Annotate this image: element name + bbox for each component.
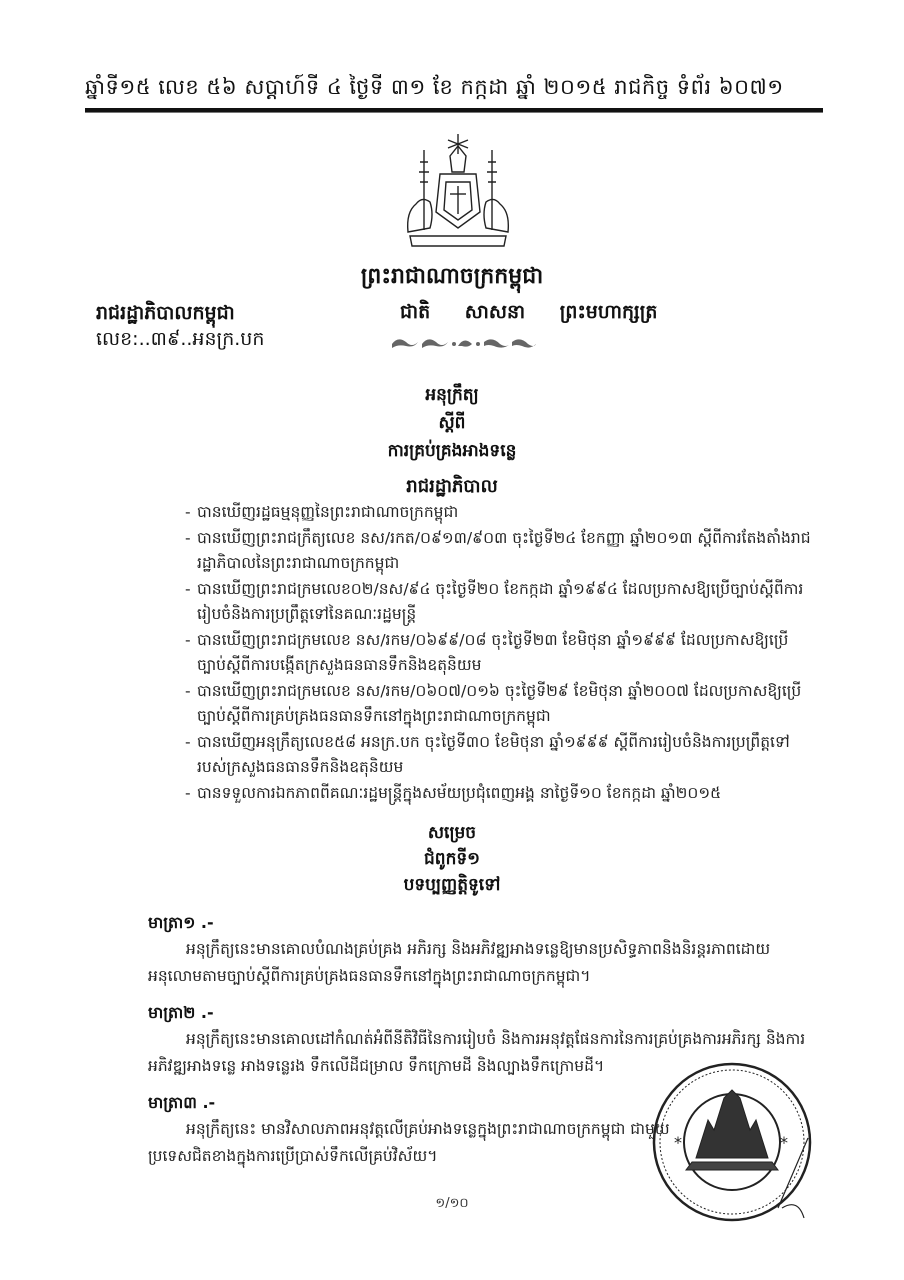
article-2-title: មាត្រា២ .- [148,1003,214,1022]
motto-religion: សាសនា [464,301,526,323]
about-label: ស្តីពី [438,413,466,433]
preamble-item: - បានឃើញព្រះរាជក្រមលេខ០២/នស/៩៤ ចុះថ្ងៃទី២០ ខែកក្កដា ឆ្នាំ១៩៩៤ ដែលប្រកាសឱ្យប្រើច្បាប់ស្តីពីការរៀបចំនិងការប្រព្រឹត្តទៅនៃគណៈរដ្ឋមន្ត្រី [185,579,804,623]
government-name: រាជរដ្ឋាភិបាលកម្ពុជា [96,302,235,324]
chapter-title: បទប្បញ្ញត្តិទូទៅ [403,875,501,895]
document-type: អនុក្រឹត្យ [425,385,479,405]
article-1-title: មាត្រា១ .- [148,913,214,932]
issuer-block [96,300,264,352]
preamble-item: - បានឃើញអនុក្រឹត្យលេខ៥៨ អនក្រ.បក ចុះថ្ងៃទី៣០ ខែមិថុនា ឆ្នាំ១៩៩៩ ស្តីពីការរៀបចំនិងការប្រព្រឹត្តទៅរបស់ក្រសួងធនធានទឹកនិងឧតុនិយម [185,732,790,776]
chapter-label: ជំពូកទី១ [423,849,481,869]
document-number: លេខ:..៣៩..អនក្រ.បក [96,328,265,350]
decorative-flourish-icon [388,334,538,352]
preamble-item: - បានឃើញរដ្ឋធម្មនុញ្ញនៃព្រះរាជាណាចក្រកម្ពុជា [185,503,459,521]
preamble-item: - បានទទួលការឯកភាពពីគណៈរដ្ឋមន្ត្រីក្នុងសម័យប្រជុំពេញអង្គ នាថ្ងៃទី១០ ខែកក្កដា ឆ្នាំ២០១៥ [185,783,722,802]
svg-text:*: * [780,1133,788,1152]
preamble-item: - បានឃើញព្រះរាជក្រមលេខ នស/រកម/០៦៩៩/០៨ ចុះថ្ងៃទី២៣ ខែមិថុនា ឆ្នាំ១៩៩៩ ដែលប្រកាសឱ្យប្រើច្បាប់ស្តីពីការបង្កើតក្រសួងធនធានទឹកនិងឧតុនិយម [185,630,789,674]
royal-coat-of-arms-icon [400,132,516,252]
svg-text:*: * [674,1133,682,1152]
authority-title: រាជរដ្ឋាភិបាល [406,476,498,497]
gazette-header: ឆ្នាំទី១៥ លេខ ៥៦ សប្តាហ៍ទី ៤ ថ្ងៃទី ៣១ ខែ កក្កដា ឆ្នាំ ២០១៥ រាជកិច្ច ទំព័រ ៦០៧១ [85,75,784,99]
document-subject: ការគ្រប់គ្រងអាងទន្លេ [387,441,517,461]
article-3-body: អនុក្រឹត្យនេះ មានវិសាលភាពអនុវត្តលើគ្រប់អាងទន្លេក្នុងព្រះរាជាណាចក្រកម្ពុជា ជាមួយប្រទេសជិតខាងក្នុងការប្រើប្រាស់ទឹកលើគ្រប់វិស័យ។ [148,1120,670,1165]
article-2-body: អនុក្រឹត្យនេះមានគោលដៅកំណត់អំពីនីតិវិធីនៃការរៀបចំ និងការអនុវត្តផែនការនៃការគ្រប់គ្រងការអភិរក្ស និងការអភិវឌ្ឍអាងទន្លេ អាងទន្លេរង ទឹកលើដីជម្រាល ទឹកក្រោមដី និងល្បាងទឹកក្រោមដី។ [148,1030,806,1075]
national-motto [400,300,685,328]
preamble-item: - បានឃើញព្រះរាជក្រមលេខ នស/រកម/០៦០៧/០១៦ ចុះថ្ងៃទី២៩ ខែមិថុនា ឆ្នាំ២០០៧ ដែលប្រកាសឱ្យប្រើច្បាប់ស្តីពីការគ្រប់គ្រងធនធានទឹកនៅក្នុងព្រះរាជាណាចក្រកម្ពុជា [185,681,802,725]
preamble-list [185,500,815,806]
article-1-body: អនុក្រឹត្យនេះមានគោលបំណងគ្រប់គ្រង អភិរក្ស និងអភិវឌ្ឍអាងទន្លេឱ្យមានប្រសិទ្ធភាពនិងនិរន្តរភាពដោយអនុលោមតាមច្បាប់ស្តីពីការគ្រប់គ្រងធនធានទឹកនៅក្នុងព្រះរាជាណាចក្រកម្ពុជា។ [148,940,771,985]
motto-king: ព្រះមហាក្សត្រ [559,301,658,323]
decision-label: សម្រេច [427,823,477,843]
preamble-item: - បានឃើញព្រះរាជក្រឹត្យលេខ នស/រកត/០៩១៣/៩០៣ ចុះថ្ងៃទី២៤ ខែកញ្ញា ឆ្នាំ២០១៣ ស្តីពីការតែងតាំងរាជរដ្ឋាភិបាលនៃព្រះរាជាណាចក្រកម្ពុជា [185,528,811,572]
kingdom-title: ព្រះរាជាណាចក្រកម្ពុជា [360,264,544,289]
motto-nation: ជាតិ [400,301,431,323]
page-number: ១/១០ [435,1196,469,1211]
header-divider [85,108,823,113]
article-3-title: មាត្រា៣ .- [148,1093,216,1112]
